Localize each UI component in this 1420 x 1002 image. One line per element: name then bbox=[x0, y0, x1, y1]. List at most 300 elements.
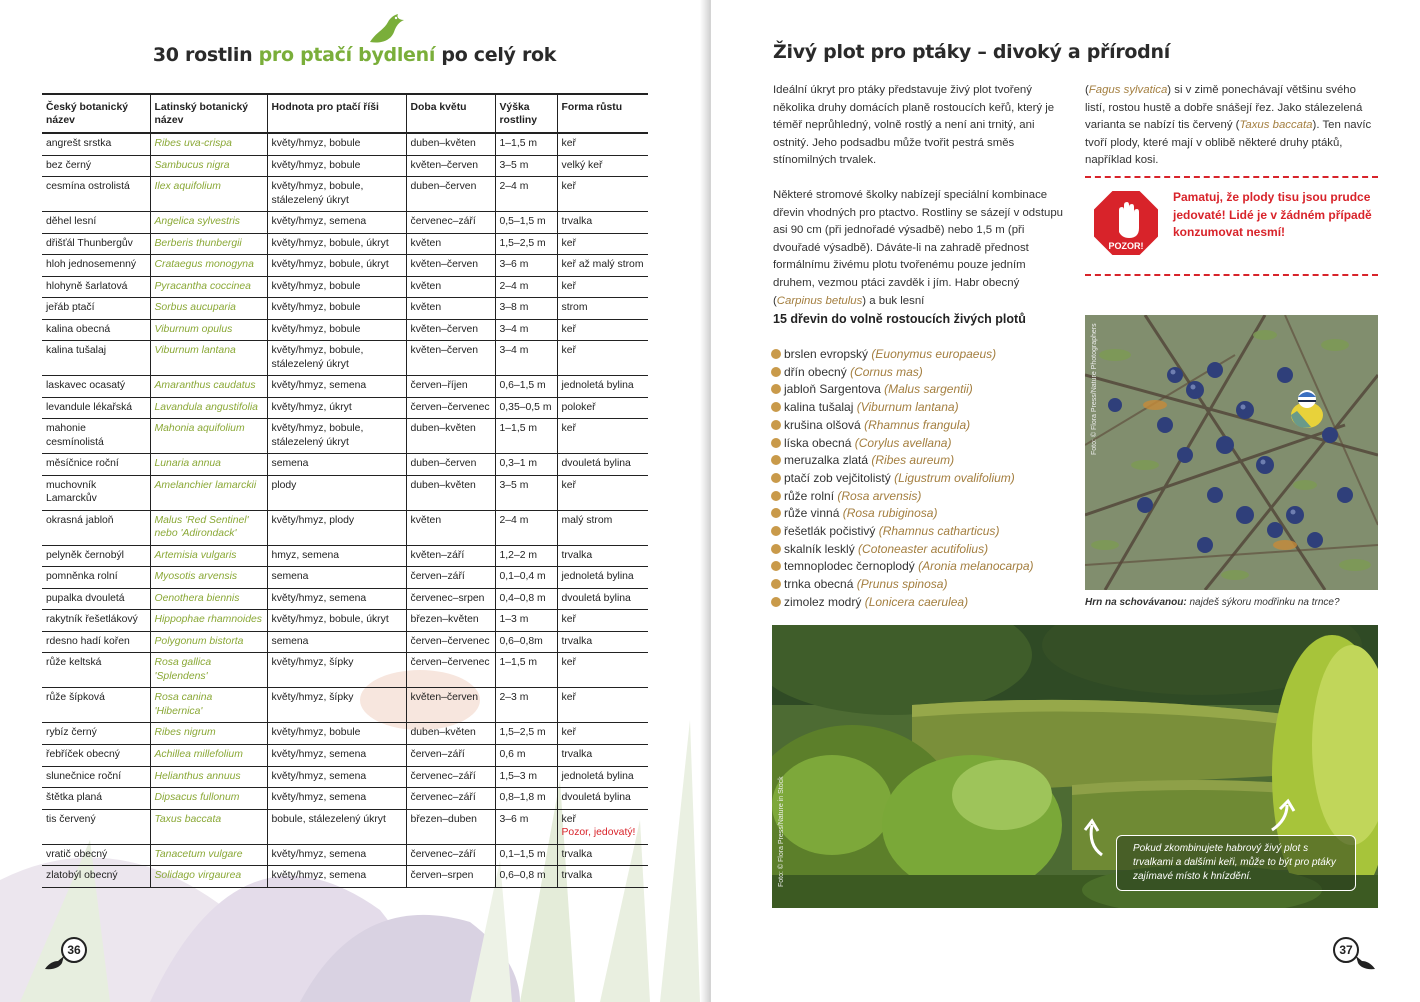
table-cell bbox=[495, 155, 557, 177]
column-header: Latinský botanický název bbox=[150, 94, 267, 133]
warning-text: Pamatuj, že plody tisu jsou prudce jedovaté! Lidé je v žádném případě konzumovat nesmí! bbox=[1173, 190, 1372, 239]
list-item: kalina tušalaj (Viburnum lantana) bbox=[771, 399, 1034, 417]
cell-text: 1–3 m bbox=[499, 614, 529, 626]
table-cell bbox=[42, 255, 150, 277]
cell-text: 1,2–2 m bbox=[499, 549, 538, 561]
cell-text: semena bbox=[271, 458, 309, 470]
cell-text: květen–červen bbox=[410, 323, 479, 335]
cell-text: duben–červen bbox=[410, 458, 477, 470]
table-cell bbox=[406, 233, 495, 255]
cell-text: květen bbox=[410, 280, 442, 292]
cell-text: květy/hmyz, šípky bbox=[271, 657, 354, 669]
table-cell bbox=[150, 766, 267, 788]
left-page bbox=[0, 0, 709, 1002]
cell-text: Sambucus nigra bbox=[154, 159, 230, 171]
table-cell bbox=[267, 454, 406, 476]
table-cell bbox=[267, 255, 406, 277]
table-row bbox=[42, 545, 648, 567]
table-cell bbox=[557, 588, 648, 610]
cell-text: květy/hmyz, bobule bbox=[271, 323, 361, 335]
cell-text: 0,8–1,8 m bbox=[499, 792, 546, 804]
cell-text: Polygonum bistorta bbox=[154, 635, 244, 647]
list-item: líska obecná (Corylus avellana) bbox=[771, 435, 1034, 453]
table-cell bbox=[557, 545, 648, 567]
cell-text: červen–září bbox=[410, 748, 465, 760]
table-cell bbox=[557, 454, 648, 476]
cell-text: růže keltská bbox=[46, 657, 102, 669]
table-cell bbox=[42, 212, 150, 234]
table-row bbox=[42, 212, 648, 234]
table-cell bbox=[267, 233, 406, 255]
cell-text: 2–4 m bbox=[499, 181, 529, 193]
table-cell bbox=[406, 788, 495, 810]
cell-text: Pyracantha coccinea bbox=[154, 280, 251, 292]
table-cell bbox=[495, 567, 557, 589]
table-cell bbox=[406, 454, 495, 476]
tree-latin-name: Corylus avellana bbox=[858, 435, 948, 450]
cell-text: cesmína ostrolistá bbox=[46, 181, 130, 193]
table-cell bbox=[495, 588, 557, 610]
table-cell bbox=[267, 419, 406, 454]
table-row bbox=[42, 809, 648, 844]
table-cell bbox=[406, 766, 495, 788]
cell-text: jednoletá bylina bbox=[561, 571, 634, 583]
table-cell bbox=[267, 545, 406, 567]
table-cell bbox=[150, 155, 267, 177]
table-row bbox=[42, 298, 648, 320]
table-cell bbox=[406, 155, 495, 177]
table-cell bbox=[42, 545, 150, 567]
list-item: brslen evropský (Euonymus europaeus) bbox=[771, 346, 1034, 364]
table-cell bbox=[267, 809, 406, 844]
table-cell bbox=[495, 133, 557, 155]
tree-czech-name: temnoplodec černoplodý bbox=[784, 559, 915, 574]
table-cell bbox=[406, 376, 495, 398]
cell-text: zlatobýl obecný bbox=[46, 870, 118, 882]
table-cell bbox=[557, 155, 648, 177]
cell-text: 1,5–2,5 m bbox=[499, 237, 546, 249]
table-cell bbox=[495, 419, 557, 454]
table-cell bbox=[495, 212, 557, 234]
table-cell bbox=[42, 319, 150, 341]
table-cell bbox=[150, 723, 267, 745]
text-column-left bbox=[773, 82, 1067, 327]
table-cell bbox=[150, 475, 267, 510]
tree-czech-name: růže rolní bbox=[784, 488, 835, 503]
cell-text: velký keř bbox=[561, 159, 603, 171]
table-cell bbox=[150, 545, 267, 567]
cell-text: červenec–září bbox=[410, 848, 476, 860]
table-cell bbox=[42, 723, 150, 745]
list-item: ptačí zob vejčitolistý (Ligustrum ovalifolium) bbox=[771, 470, 1034, 488]
table-cell bbox=[406, 133, 495, 155]
table-cell bbox=[557, 744, 648, 766]
table-cell bbox=[495, 376, 557, 398]
cell-text: keř bbox=[561, 614, 576, 626]
cell-text: duben–květen bbox=[410, 727, 476, 739]
cell-text: květy/hmyz, úkryt bbox=[271, 401, 352, 413]
table-cell bbox=[557, 475, 648, 510]
cell-text: Berberis thunbergii bbox=[154, 237, 242, 249]
cell-text: dřišťál Thunbergův bbox=[46, 237, 133, 249]
cell-text: keř bbox=[561, 181, 576, 193]
cell-text: květy/hmyz, bobule bbox=[271, 280, 361, 292]
table-cell bbox=[150, 133, 267, 155]
cell-text: 3–8 m bbox=[499, 302, 529, 314]
table-cell bbox=[406, 567, 495, 589]
cell-text: semena bbox=[271, 635, 309, 647]
table-cell bbox=[557, 788, 648, 810]
table-row bbox=[42, 744, 648, 766]
table-cell bbox=[557, 376, 648, 398]
tree-latin-name: Ribes aureum bbox=[875, 453, 951, 468]
cell-text: trvalka bbox=[561, 848, 593, 860]
column-header: Český botanický název bbox=[42, 94, 150, 133]
cell-text: 3–5 m bbox=[499, 479, 529, 491]
cell-text: děhel lesní bbox=[46, 216, 97, 228]
cell-text: Myosotis arvensis bbox=[154, 571, 238, 583]
cell-text: hloh jednosemenný bbox=[46, 259, 137, 271]
cell-text: květy/hmyz, semena bbox=[271, 848, 367, 860]
table-cell bbox=[495, 341, 557, 376]
table-cell bbox=[557, 255, 648, 277]
table-row bbox=[42, 319, 648, 341]
cell-text: trvalka bbox=[561, 216, 593, 228]
cell-text: Achillea millefolium bbox=[154, 748, 243, 760]
table-cell bbox=[42, 653, 150, 688]
cell-text: květen–červen bbox=[410, 345, 479, 357]
page-number: 36 bbox=[61, 937, 87, 963]
cell-text: trvalka bbox=[561, 748, 593, 760]
table-cell bbox=[150, 341, 267, 376]
table-cell bbox=[150, 567, 267, 589]
cell-text: Rosa gallica 'Splendens' bbox=[154, 657, 212, 682]
paragraph-intro: Ideální úkryt pro ptáky představuje živý plot tvořený několika druhy domácích planě rostoucích keřů, který je téměř neprůhledný, volně rostlý a není ani trnitý, ani ostnitý. Jeho podsadbu může tvořit pestrá směs stínomilných trvalek. bbox=[773, 84, 1055, 167]
table-cell bbox=[42, 744, 150, 766]
cell-text: Artemisia vulgaris bbox=[154, 549, 237, 561]
cell-text: štětka planá bbox=[46, 792, 103, 804]
cell-text: 0,3–1 m bbox=[499, 458, 538, 470]
cell-text: duben–květen bbox=[410, 479, 476, 491]
table-cell bbox=[150, 255, 267, 277]
table-row bbox=[42, 397, 648, 419]
tree-latin-name: Rosa arvensis bbox=[841, 488, 918, 503]
cell-text: Oenothera biennis bbox=[154, 592, 240, 604]
tree-czech-name: meruzalka zlatá bbox=[784, 453, 869, 468]
photo-credit-1: Foto: © Flora Press/Nature Photographers bbox=[1091, 323, 1098, 455]
cell-text: dvouletá bylina bbox=[561, 592, 631, 604]
table-row bbox=[42, 276, 648, 298]
table-cell bbox=[406, 723, 495, 745]
table-cell bbox=[42, 766, 150, 788]
cell-text: 0,4–0,8 m bbox=[499, 592, 546, 604]
table-cell bbox=[267, 588, 406, 610]
cell-text: Amaranthus caudatus bbox=[154, 380, 256, 392]
cell-text: dvouletá bylina bbox=[561, 792, 631, 804]
cell-text: květy/hmyz, semena bbox=[271, 870, 367, 882]
cell-text: květy/hmyz, šípky bbox=[271, 692, 354, 704]
table-cell bbox=[406, 341, 495, 376]
table-cell bbox=[557, 631, 648, 653]
tree-czech-name: zimolez modrý bbox=[784, 594, 862, 609]
cell-text: bez černý bbox=[46, 159, 92, 171]
tree-latin-name: Aronia melanocarpa bbox=[922, 559, 1030, 574]
cell-text: keř bbox=[561, 727, 576, 739]
table-cell bbox=[495, 233, 557, 255]
cell-text: okrasná jabloň bbox=[46, 514, 114, 526]
table-cell bbox=[557, 233, 648, 255]
table-cell bbox=[267, 397, 406, 419]
cell-text: červenec–září bbox=[410, 216, 476, 228]
cell-text: květen bbox=[410, 237, 442, 249]
cell-text: 3–5 m bbox=[499, 159, 529, 171]
list-item: trnka obecná (Prunus spinosa) bbox=[771, 576, 1034, 594]
table-cell bbox=[150, 319, 267, 341]
cell-text: květy/hmyz, bobule bbox=[271, 302, 361, 314]
cell-text: keř bbox=[561, 138, 576, 149]
table-cell bbox=[150, 298, 267, 320]
table-cell bbox=[267, 133, 406, 155]
tree-latin-name: Euonymus europaeus bbox=[875, 347, 993, 361]
table-cell bbox=[406, 255, 495, 277]
table-cell bbox=[495, 766, 557, 788]
table-row bbox=[42, 567, 648, 589]
bird-silhouette-icon-right bbox=[1354, 955, 1376, 971]
cell-text: rdesno hadí kořen bbox=[46, 635, 130, 647]
table-cell bbox=[495, 723, 557, 745]
cell-text: 2–4 m bbox=[499, 280, 529, 292]
table-cell bbox=[406, 588, 495, 610]
cell-text: červen–červenec bbox=[410, 657, 490, 669]
cell-text: květy/hmyz, bobule bbox=[271, 138, 361, 149]
table-cell bbox=[42, 588, 150, 610]
table-cell bbox=[42, 155, 150, 177]
table-cell bbox=[267, 610, 406, 632]
poison-warning: Pozor, jedovatý! bbox=[561, 827, 636, 839]
text-column-right bbox=[1085, 82, 1379, 187]
cell-text: dvouletá bylina bbox=[561, 458, 631, 470]
blue-tit-photo bbox=[1085, 315, 1378, 590]
table-cell bbox=[495, 809, 557, 844]
cell-text: 1–1,5 m bbox=[499, 423, 538, 435]
cell-text: květy/hmyz, bobule bbox=[271, 159, 361, 171]
paragraph-nurseries: Některé stromové školky nabízejí speciální kombinace dřevin vhodných pro ptactvo. Rostliny se sázejí v odstupu asi 90 cm (při jednořadé výsadbě) nebo 1,5 m (při dvouřadé výsadbě). Dáváte-li na zahradě přednost formálnímu živému plotu tvořenému pouze jedním druhem, vezmou ptáci zavděk i jím. Habr obecný (Carpinus betulus) a buk lesní bbox=[773, 188, 1063, 307]
page-title: 30 rostlin pro ptačí bydlení po celý rok bbox=[152, 44, 557, 66]
table-cell bbox=[495, 844, 557, 866]
bird-icon bbox=[366, 12, 406, 48]
cell-text: hlohyně šarlatová bbox=[46, 280, 128, 292]
table-row bbox=[42, 255, 648, 277]
table-cell bbox=[495, 688, 557, 723]
tree-latin-name: Prunus spinosa bbox=[860, 577, 944, 592]
table-row bbox=[42, 788, 648, 810]
table-cell bbox=[557, 866, 648, 888]
table-cell bbox=[150, 588, 267, 610]
table-cell bbox=[406, 419, 495, 454]
table-cell bbox=[42, 788, 150, 810]
cell-text: květen–září bbox=[410, 549, 465, 561]
cell-text: 0,1–1,5 m bbox=[499, 848, 546, 860]
table-cell bbox=[495, 397, 557, 419]
cell-text: kalina obecná bbox=[46, 323, 111, 335]
cell-text: 3–6 m bbox=[499, 259, 529, 271]
table-cell bbox=[557, 212, 648, 234]
tree-czech-name: líska obecná bbox=[784, 435, 852, 450]
table-cell bbox=[150, 809, 267, 844]
table-cell bbox=[150, 397, 267, 419]
cell-text: Tanacetum vulgare bbox=[154, 848, 243, 860]
table-cell bbox=[406, 510, 495, 545]
cell-text: Crataegus monogyna bbox=[154, 259, 254, 271]
table-cell bbox=[150, 653, 267, 688]
table-cell bbox=[406, 212, 495, 234]
table-cell bbox=[42, 276, 150, 298]
table-cell bbox=[150, 177, 267, 212]
stop-label: POZOR! bbox=[1108, 241, 1144, 251]
table-cell bbox=[495, 788, 557, 810]
tree-latin-name: Lonicera caerulea bbox=[868, 594, 965, 609]
table-cell bbox=[42, 688, 150, 723]
cell-text: 1,5–2,5 m bbox=[499, 727, 546, 739]
cell-text: květy/hmyz, semena bbox=[271, 380, 367, 392]
cell-text: květy/hmyz, semena bbox=[271, 592, 367, 604]
table-row bbox=[42, 155, 648, 177]
table-cell bbox=[267, 653, 406, 688]
cell-text: Amelanchier lamarckii bbox=[154, 479, 257, 491]
table-cell bbox=[42, 610, 150, 632]
table-header-row bbox=[42, 94, 648, 133]
tree-latin-name: Rhamnus catharticus bbox=[882, 524, 996, 539]
cell-text: Ribes uva-crispa bbox=[154, 138, 232, 149]
table-cell bbox=[557, 766, 648, 788]
table-cell bbox=[495, 298, 557, 320]
table-row bbox=[42, 866, 648, 888]
table-cell bbox=[406, 744, 495, 766]
tree-latin-name: Rhamnus frangula bbox=[868, 417, 967, 432]
table-body bbox=[42, 133, 648, 887]
cell-text: březen–duben bbox=[410, 813, 477, 825]
table-cell bbox=[42, 454, 150, 476]
table-cell bbox=[267, 376, 406, 398]
cell-text: strom bbox=[561, 302, 588, 314]
cell-text: Dipsacus fullonum bbox=[154, 792, 240, 804]
table-cell bbox=[406, 545, 495, 567]
table-cell bbox=[406, 319, 495, 341]
table-cell bbox=[267, 688, 406, 723]
cell-text: mahonie cesmínolistá bbox=[46, 423, 104, 448]
table-cell bbox=[406, 276, 495, 298]
cell-text: keř bbox=[561, 423, 576, 435]
cell-text: 1–1,5 m bbox=[499, 138, 538, 149]
cell-text: Mahonia aquifolium bbox=[154, 423, 245, 435]
tree-latin-name: Cotoneaster acutifolius bbox=[862, 541, 985, 556]
table-cell bbox=[267, 844, 406, 866]
cell-text: 2–3 m bbox=[499, 692, 529, 704]
table-cell bbox=[406, 475, 495, 510]
table-cell bbox=[495, 510, 557, 545]
table-cell bbox=[406, 844, 495, 866]
cell-text: duben–květen bbox=[410, 423, 476, 435]
table-cell bbox=[557, 298, 648, 320]
cell-text: červenec–září bbox=[410, 770, 476, 782]
list-item: zimolez modrý (Lonicera caerulea) bbox=[771, 594, 1034, 612]
table-cell bbox=[150, 688, 267, 723]
tree-czech-name: kalina tušalaj bbox=[784, 400, 854, 415]
list-item: krušina olšová (Rhamnus frangula) bbox=[771, 417, 1034, 435]
cell-text: slunečnice roční bbox=[46, 770, 122, 782]
table-cell bbox=[150, 844, 267, 866]
table-row bbox=[42, 631, 648, 653]
cell-text: květy/hmyz, bobule, úkryt bbox=[271, 237, 389, 249]
table-cell bbox=[495, 610, 557, 632]
cell-text: levandule lékařská bbox=[46, 401, 133, 413]
cell-text: pupalka dvouletá bbox=[46, 592, 125, 604]
cell-text: 0,6 m bbox=[499, 748, 526, 760]
cell-text: keř bbox=[561, 237, 576, 249]
cell-text: 1–1,5 m bbox=[499, 657, 538, 669]
table-cell bbox=[267, 298, 406, 320]
cell-text: červen–říjen bbox=[410, 380, 468, 392]
cell-text: keř bbox=[561, 280, 576, 292]
hedge-photo bbox=[772, 625, 1378, 908]
table-cell bbox=[267, 744, 406, 766]
table-cell bbox=[557, 610, 648, 632]
list-item: růže vinná (Rosa rubiginosa) bbox=[771, 505, 1034, 523]
table-cell bbox=[557, 567, 648, 589]
cell-text: duben–červen bbox=[410, 181, 477, 193]
cell-text: jednoletá bylina bbox=[561, 380, 634, 392]
cell-text: 0,1–0,4 m bbox=[499, 571, 546, 583]
table-row bbox=[42, 177, 648, 212]
list-item: jabloň Sargentova (Malus sargentii) bbox=[771, 381, 1034, 399]
table-cell bbox=[42, 397, 150, 419]
cell-text: březen–květen bbox=[410, 614, 479, 626]
cell-text: 3–4 m bbox=[499, 345, 529, 357]
list-item: růže rolní (Rosa arvensis) bbox=[771, 488, 1034, 506]
table-cell bbox=[406, 397, 495, 419]
cell-text: Helianthus annuus bbox=[154, 770, 241, 782]
table-row bbox=[42, 844, 648, 866]
cell-text: Lavandula angustifolia bbox=[154, 401, 258, 413]
table-row bbox=[42, 510, 648, 545]
right-page bbox=[711, 0, 1420, 1002]
table-cell bbox=[406, 610, 495, 632]
table-cell bbox=[150, 744, 267, 766]
table-cell bbox=[557, 397, 648, 419]
cell-text: řebříček obecný bbox=[46, 748, 120, 760]
table-row bbox=[42, 133, 648, 155]
table-cell bbox=[150, 788, 267, 810]
table-row bbox=[42, 610, 648, 632]
tree-czech-name: řešetlák počistivý bbox=[784, 524, 876, 539]
column-header: Doba květu bbox=[406, 94, 495, 133]
column-header: Forma růstu bbox=[557, 94, 648, 133]
cell-text: Viburnum lantana bbox=[154, 345, 236, 357]
cell-text: trvalka bbox=[561, 870, 593, 882]
cell-text: 0,6–0,8m bbox=[499, 635, 543, 647]
cell-text: květy/hmyz, plody bbox=[271, 514, 355, 526]
cell-text: květy/hmyz, bobule bbox=[271, 727, 361, 739]
tree-latin-name: Cornus mas bbox=[854, 364, 919, 379]
table-cell bbox=[267, 212, 406, 234]
table-cell bbox=[267, 723, 406, 745]
table-cell bbox=[267, 788, 406, 810]
cell-text: duben–květen bbox=[410, 138, 476, 149]
table-cell bbox=[557, 276, 648, 298]
table-cell bbox=[150, 866, 267, 888]
cell-text: 2–4 m bbox=[499, 514, 529, 526]
table-cell bbox=[406, 631, 495, 653]
